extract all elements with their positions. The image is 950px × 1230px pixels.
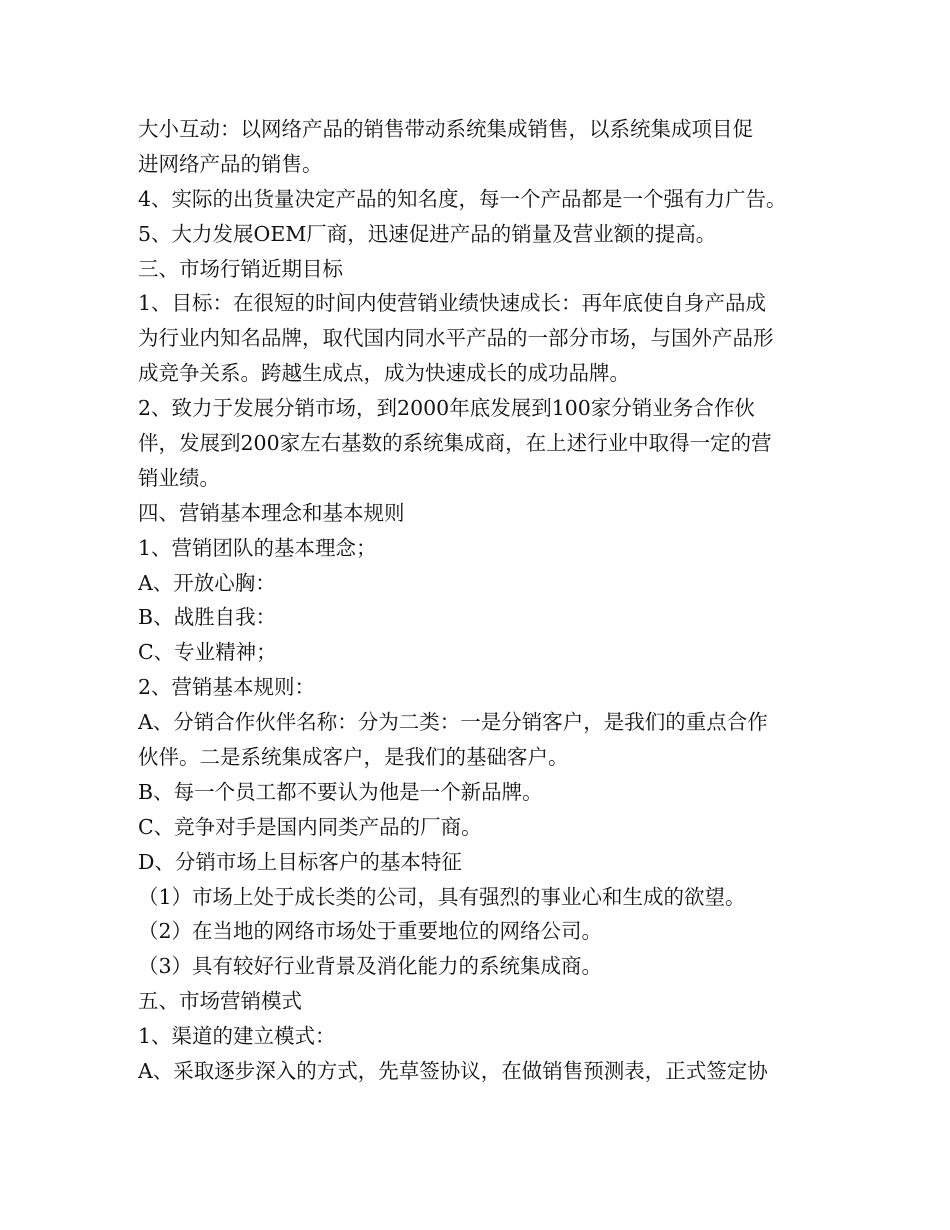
text-line-22: D、分销市场上目标客户的基本特征 [138,849,462,874]
text-line-17: 2、营销基本规则： [138,675,316,700]
text-line-19: 伙伴。二是系统集成客户，是我们的基础客户。 [138,745,569,770]
text-line-3: 4、实际的出货量决定产品的知名度，每一个产品都是一个强有力广告。 [138,186,787,211]
section-heading-3: 三、市场行销近期目标 [138,256,343,281]
text-line-2: 进网络产品的销售。 [138,151,323,176]
document-body [138,112,828,1089]
text-line-13: 1、营销团队的基本理念； [138,535,377,560]
text-line-28: A、采取逐步深入的方式，先草签协议，在做销售预测表，正式签定协 [138,1059,768,1084]
text-line-21: C、竞争对手是国内同类产品的厂商。 [138,814,482,839]
text-line-20: B、每一个员工都不要认为他是一个新品牌。 [138,779,543,804]
text-line-6: 1、目标：在很短的时间内使营销业绩快速成长：再年底使自身产品成 [138,291,767,316]
text-line-4: 5、大力发展OEM厂商，迅速促进产品的销量及营业额的提高。 [138,221,717,246]
text-line-1: 大小互动：以网络产品的销售带动系统集成销售，以系统集成项目促 [138,117,753,141]
section-heading-5: 五、市场营销模式 [138,989,302,1014]
text-line-23: （1）市场上处于成长类的公司，具有强烈的事业心和生成的欲望。 [138,884,746,909]
text-line-27: 1、渠道的建立模式： [138,1024,336,1049]
text-line-14: A、开放心胸： [138,570,276,595]
text-line-18: A、分销合作伙伴名称：分为二类：一是分销客户，是我们的重点合作 [138,710,768,735]
text-line-16: C、专业精神； [138,640,277,665]
text-line-24: （2）在当地的网络市场处于重要地位的网络公司。 [138,919,603,944]
text-line-7: 为行业内知名品牌，取代国内同水平产品的一部分市场，与国外产品形 [138,326,774,351]
text-line-8: 成竞争关系。跨越生成点，成为快速成长的成功品牌。 [138,361,630,386]
text-line-11: 销业绩。 [138,465,220,490]
text-line-25: （3）具有较好行业背景及消化能力的系统集成商。 [138,954,603,979]
text-line-10: 伴，发展到200家左右基数的系统集成商，在上述行业中取得一定的营 [138,431,772,456]
section-heading-4: 四、营销基本理念和基本规则 [138,500,405,525]
text-line-9: 2、致力于发展分销市场，到2000年底发展到100家分销业务合作伙 [138,396,755,421]
text-line-15: B、战胜自我： [138,605,277,630]
